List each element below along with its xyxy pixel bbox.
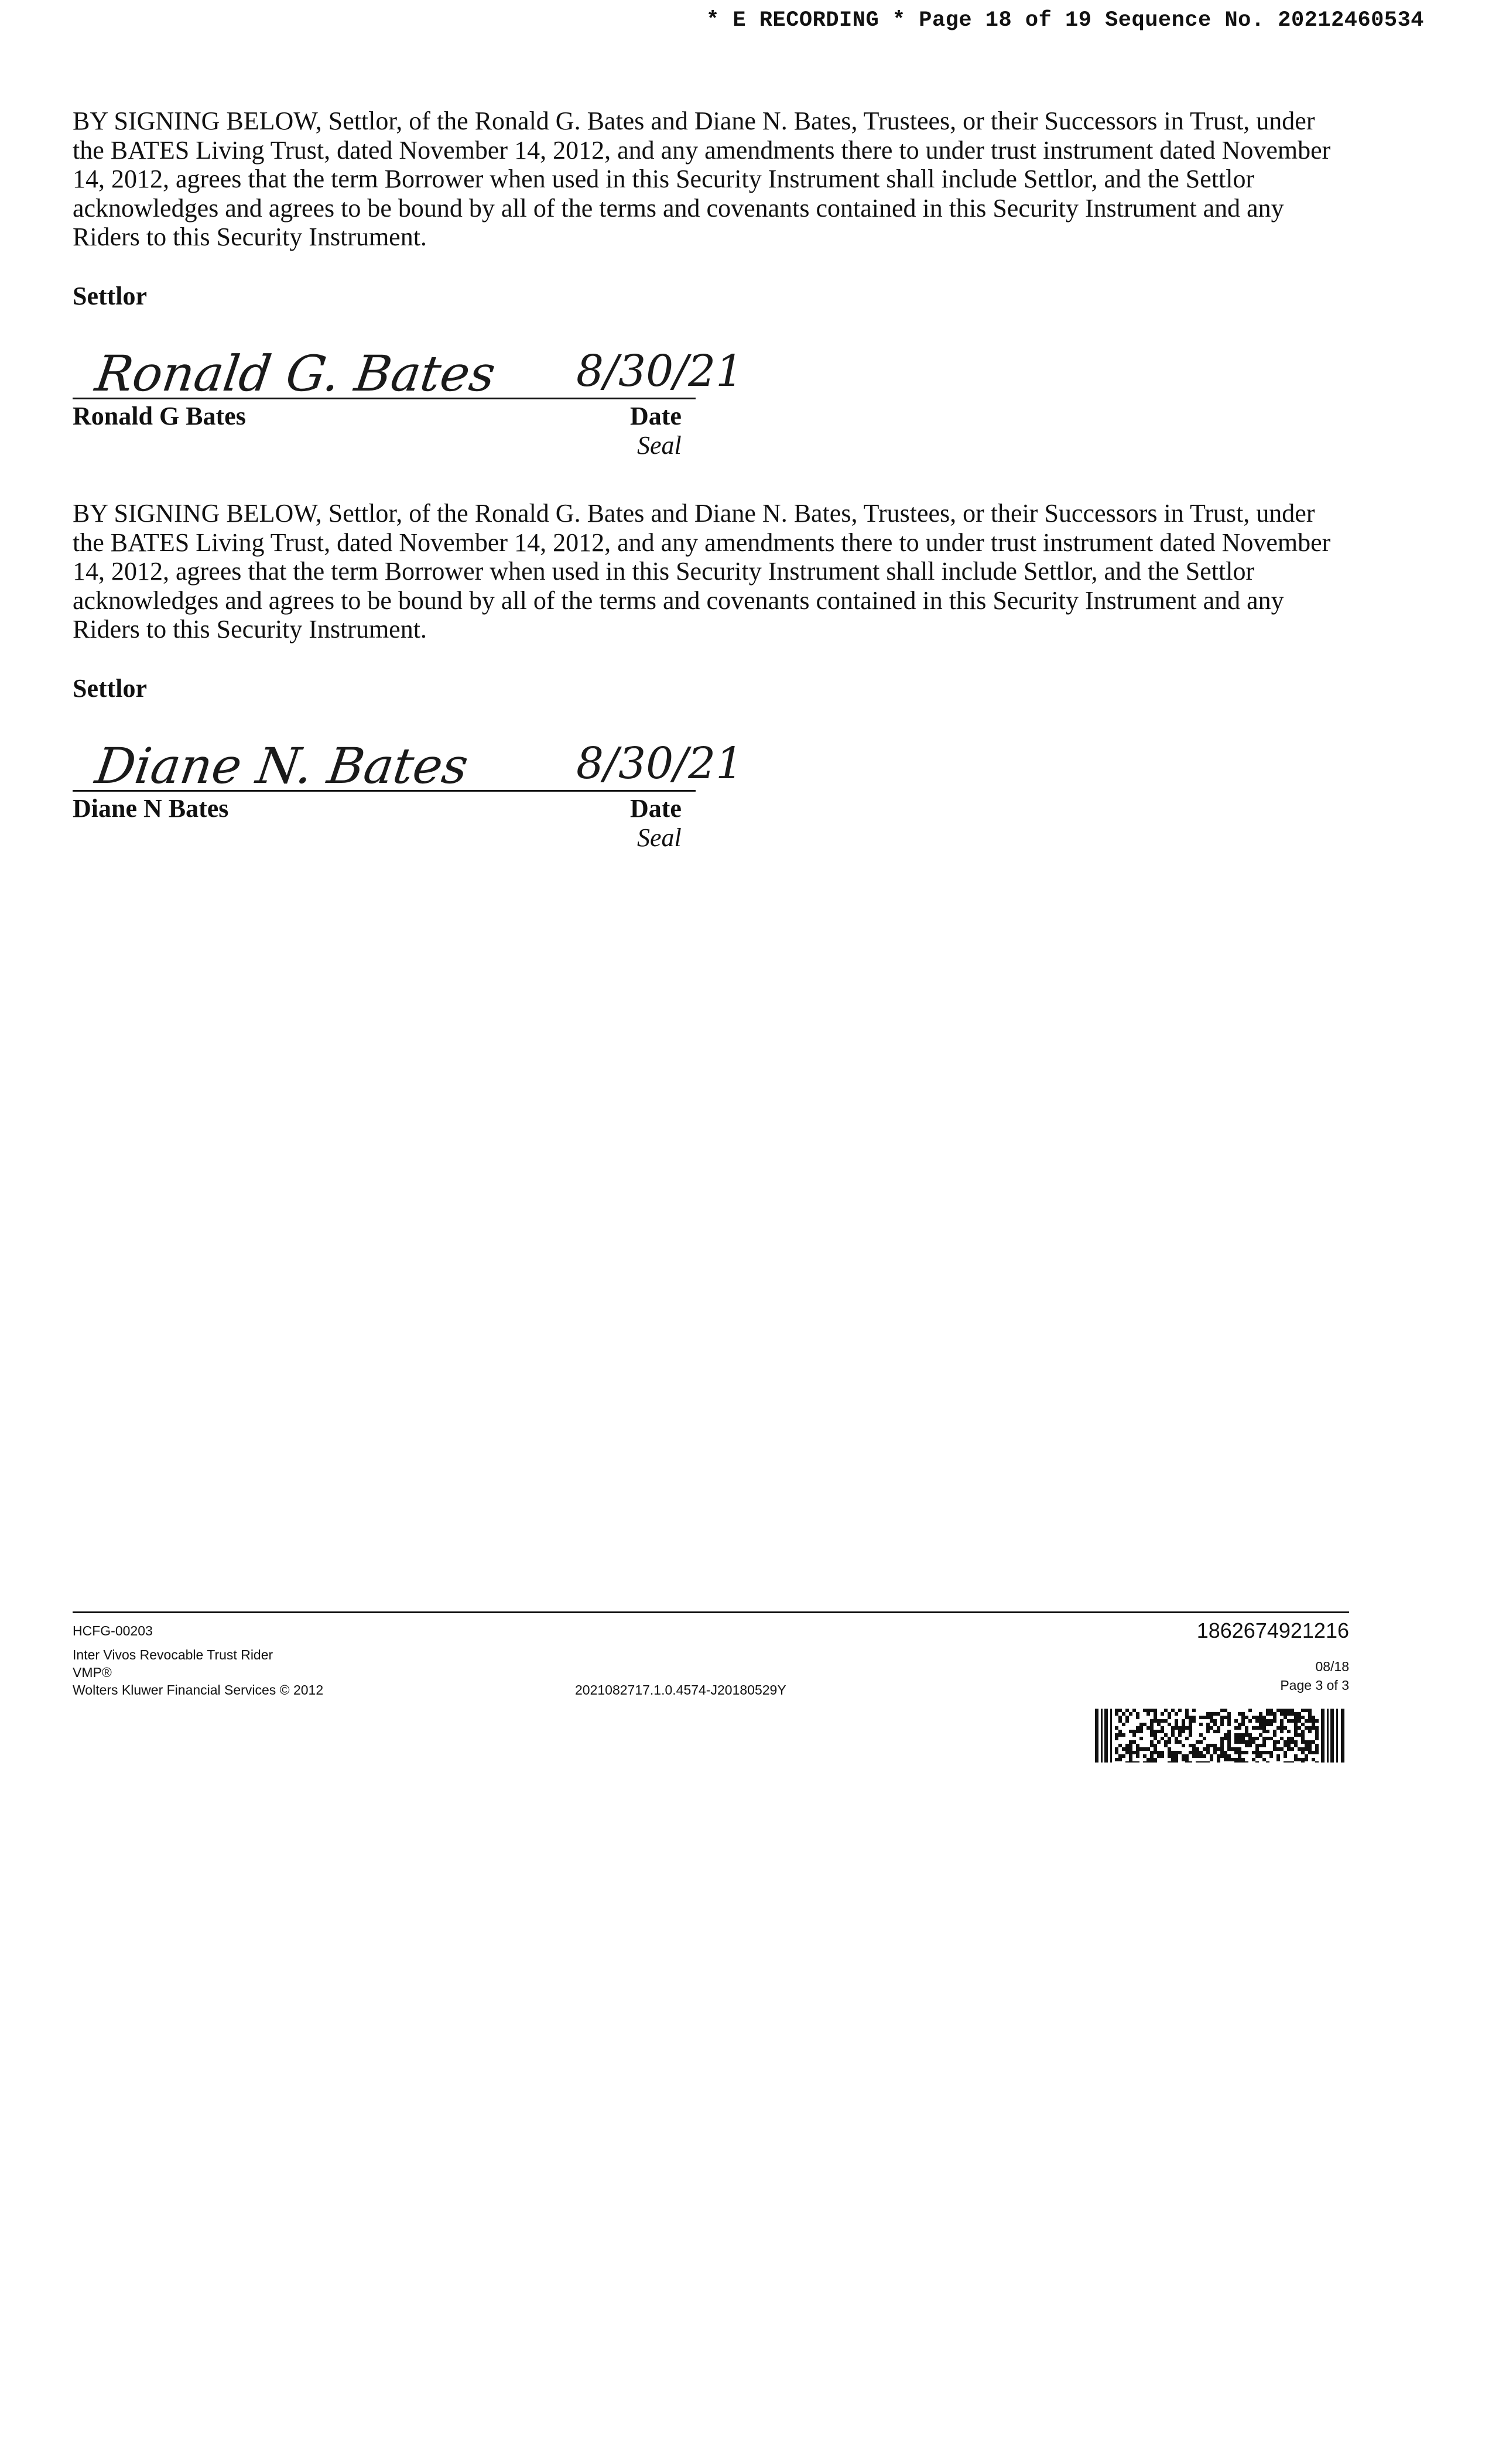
- loan-number: 1862674921216: [1196, 1618, 1349, 1642]
- seal-label: Seal: [637, 430, 682, 460]
- signature-block-diane: [73, 499, 1349, 896]
- seal-label: Seal: [637, 823, 682, 852]
- settlor-paragraph: BY SIGNING BELOW, Settlor, of the Ronald G. Bates and Diane N. Bates, Trustees, or their Successors in Trust, under the BATES Living Trust, dated November 14, 2012, and any amendments there to under trust instrument dated November 14, 2012, agrees that the term Borrower when used in this Security Instrument shall include Settlor, and the Settlor acknowledges and agrees to be bound by all of the terms and covenants contained in this Security Instrument and any Riders to this Security Instrument.: [73, 499, 1331, 644]
- form-revision: 08/18: [1315, 1659, 1349, 1674]
- signature-row: [73, 737, 744, 896]
- handwritten-date: 8/30/21: [576, 738, 744, 789]
- document-id: 2021082717.1.0.4574-J20180529Y: [575, 1682, 786, 1698]
- signer-name: Diane N Bates: [73, 793, 229, 823]
- signature-line: [73, 790, 696, 792]
- vmp-label: VMP®: [73, 1665, 112, 1680]
- form-code: HCFG-00203: [73, 1623, 153, 1638]
- handwritten-date: 8/30/21: [576, 345, 744, 396]
- signature-line: [73, 398, 696, 399]
- signer-name: Ronald G Bates: [73, 401, 246, 430]
- barcode-icon: [1095, 1709, 1347, 1763]
- form-title: Inter Vivos Revocable Trust Rider: [73, 1647, 273, 1662]
- date-label: Date: [630, 793, 682, 823]
- publisher-label: Wolters Kluwer Financial Services © 2012: [73, 1682, 324, 1698]
- signature-row: [73, 344, 744, 504]
- settlor-label: Settlor: [73, 281, 148, 310]
- settlor-label: Settlor: [73, 673, 148, 703]
- signature-block-ronald: [73, 107, 1349, 504]
- handwritten-signature: Diane N. Bates: [92, 737, 472, 795]
- page-label: Page 3 of 3: [1280, 1678, 1349, 1693]
- handwritten-signature: Ronald G. Bates: [92, 344, 499, 402]
- footer-divider: [73, 1611, 1349, 1613]
- settlor-paragraph: BY SIGNING BELOW, Settlor, of the Ronald G. Bates and Diane N. Bates, Trustees, or their Successors in Trust, under the BATES Living Trust, dated November 14, 2012, and any amendments there to under trust instrument dated November 14, 2012, agrees that the term Borrower when used in this Security Instrument shall include Settlor, and the Settlor acknowledges and agrees to be bound by all of the terms and covenants contained in this Security Instrument and any Riders to this Security Instrument.: [73, 107, 1331, 251]
- date-label: Date: [630, 401, 682, 430]
- recording-header: * E RECORDING * Page 18 of 19 Sequence No. 20212460534: [706, 8, 1424, 33]
